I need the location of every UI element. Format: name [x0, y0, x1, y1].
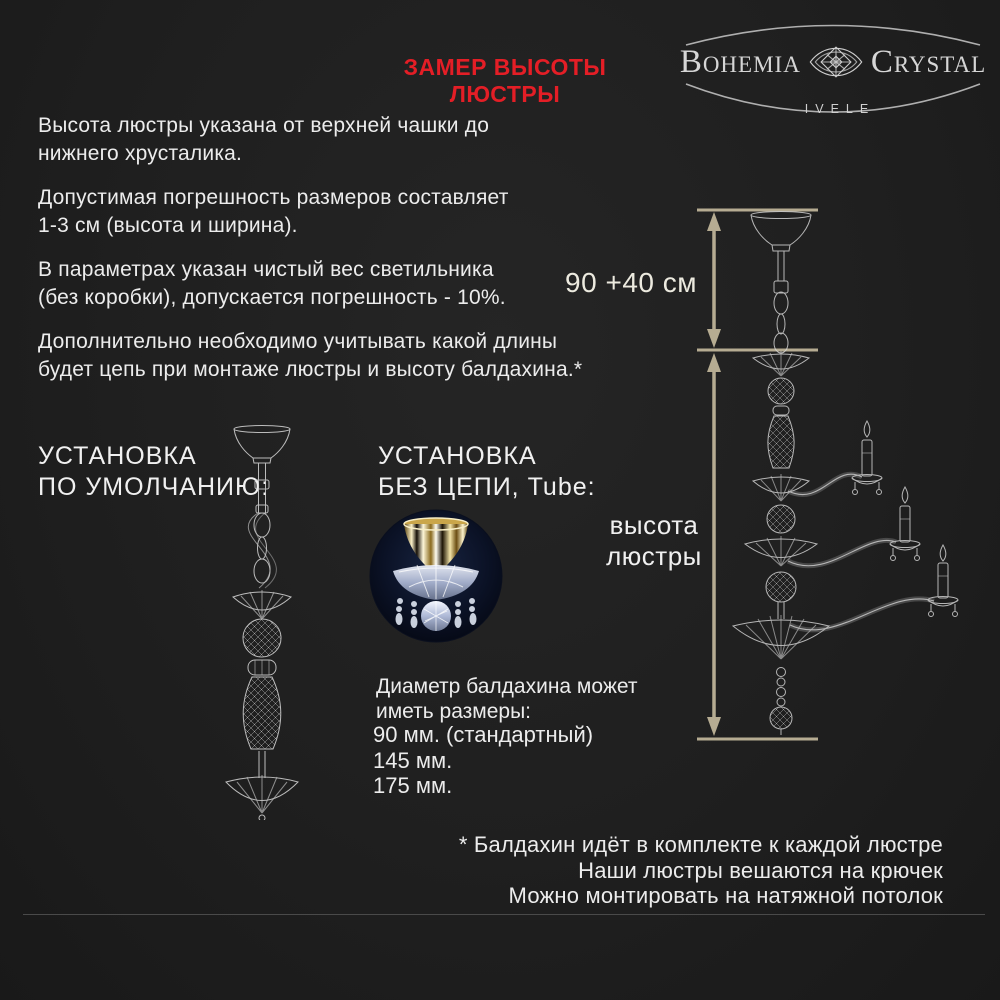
- intro-paragraphs: [38, 112, 628, 400]
- tube-canopy-photo: [369, 509, 503, 643]
- bottom-divider: [23, 914, 985, 915]
- logo-subtitle-ivele: IVELE: [804, 102, 876, 116]
- measured-chandelier-drawing: [640, 195, 990, 765]
- paragraph-chain-note: Дополнительно необходимо учитывать какой длины будет цепь при монтаже люстры и высоту балдахина.*: [38, 330, 583, 381]
- canopy-size-175: 175 мм.: [373, 773, 453, 798]
- footnote-stretch-ceiling: Можно монтировать на натяжной потолок: [508, 883, 943, 908]
- canopy-size-145: 145 мм.: [373, 747, 453, 773]
- chain-length-label: 90 +40 см: [565, 267, 697, 298]
- logo-text-row: [672, 30, 994, 94]
- logo-word-crystal: Crystal: [870, 43, 987, 80]
- brand-logo: [672, 22, 994, 122]
- footnote-hook-mount: Наши люстры вешаются на крючек: [578, 857, 943, 883]
- footnotes: [343, 832, 943, 909]
- canopy-diameter-intro: Диаметр балдахина может иметь размеры:: [376, 675, 638, 723]
- default-chandelier-drawing: [195, 420, 330, 820]
- chandelier-height-label: высота люстры: [606, 510, 702, 571]
- footnote-canopy-included: * Балдахин идёт в комплекте к каждой люстре: [458, 832, 943, 857]
- dimension-arrows-icon: [697, 210, 818, 739]
- canopy-size-list: [373, 722, 593, 799]
- paragraph-tolerance-note: Допустимая погрешность размеров составляет 1-3 см (высота и ширина).: [38, 186, 509, 237]
- logo-word-bohemia: Bohemia: [679, 43, 801, 80]
- canopy-size-standard: 90 мм. (стандартный): [373, 722, 594, 747]
- paragraph-height-note: Высота люстры указана от верхней чашки до нижнего хрусталика.: [38, 114, 490, 165]
- section-no-chain-install: УСТАНОВКА БЕЗ ЦЕПИ, Tube:: [378, 442, 596, 501]
- page-title: ЗАМЕР ВЫСОТЫ ЛЮСТРЫ: [403, 54, 607, 107]
- paragraph-weight-note: В параметрах указан чистый вес светильника (без коробки), допускается погрешность - 10%.: [38, 258, 506, 309]
- section-default-install: УСТАНОВКА ПО УМОЛЧАНИЮ:: [38, 442, 270, 501]
- crystal-ornament-icon: [807, 33, 865, 91]
